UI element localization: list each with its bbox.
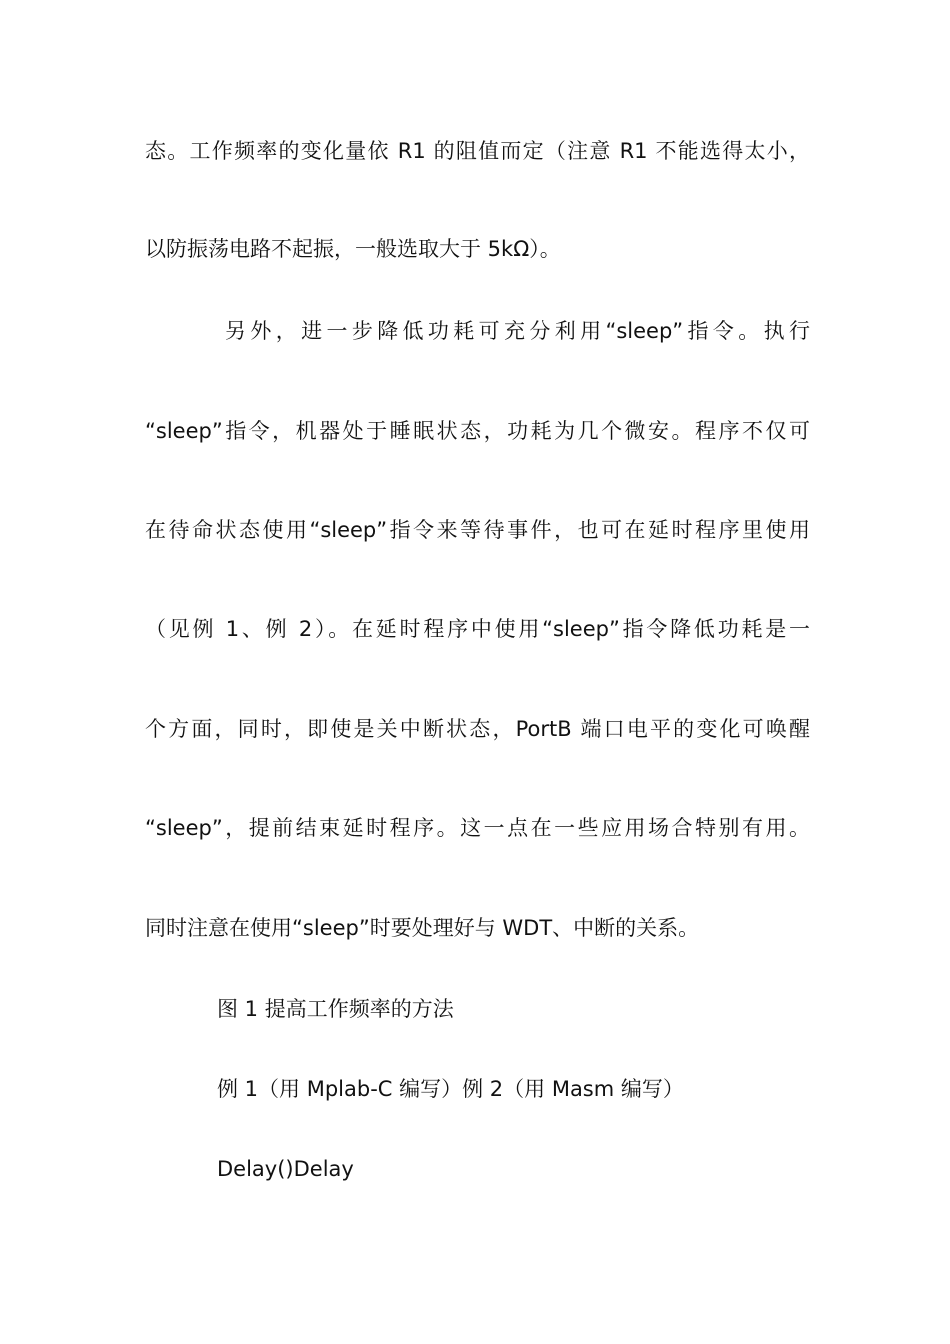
paragraph-line: 同时注意在使用“sleep”时要处理好与 WDT、中断的关系。 [145, 916, 700, 940]
code-line: Delay()Delay [217, 1157, 354, 1181]
paragraph-line: 以防振荡电路不起振，一般选取大于 5kΩ）。 [145, 237, 561, 261]
example-heading: 例 1（用 Mplab-C 编写）例 2（用 Masm 编写） [217, 1077, 684, 1101]
paragraph-line: “sleep”，提前结束延时程序。这一点在一些应用场合特别有用。 [145, 816, 810, 840]
paragraph-line: 态。工作频率的变化量依 R1 的阻值而定（注意 R1 不能选得太小， [145, 139, 810, 163]
paragraph-line: 在待命状态使用“sleep”指令来等待事件，也可在延时程序里使用 [145, 518, 810, 542]
paragraph-line: 另外，进一步降低功耗可充分利用“sleep”指令。执行 [225, 319, 810, 343]
paragraph-line: （见例 1、例 2）。在延时程序中使用“sleep”指令降低功耗是一 [145, 617, 810, 641]
paragraph-line: 个方面，同时，即使是关中断状态，PortB 端口电平的变化可唤醒 [145, 717, 810, 741]
paragraph-line: “sleep”指令，机器处于睡眠状态，功耗为几个微安。程序不仅可 [145, 419, 810, 443]
figure-caption: 图 1 提高工作频率的方法 [217, 997, 454, 1021]
